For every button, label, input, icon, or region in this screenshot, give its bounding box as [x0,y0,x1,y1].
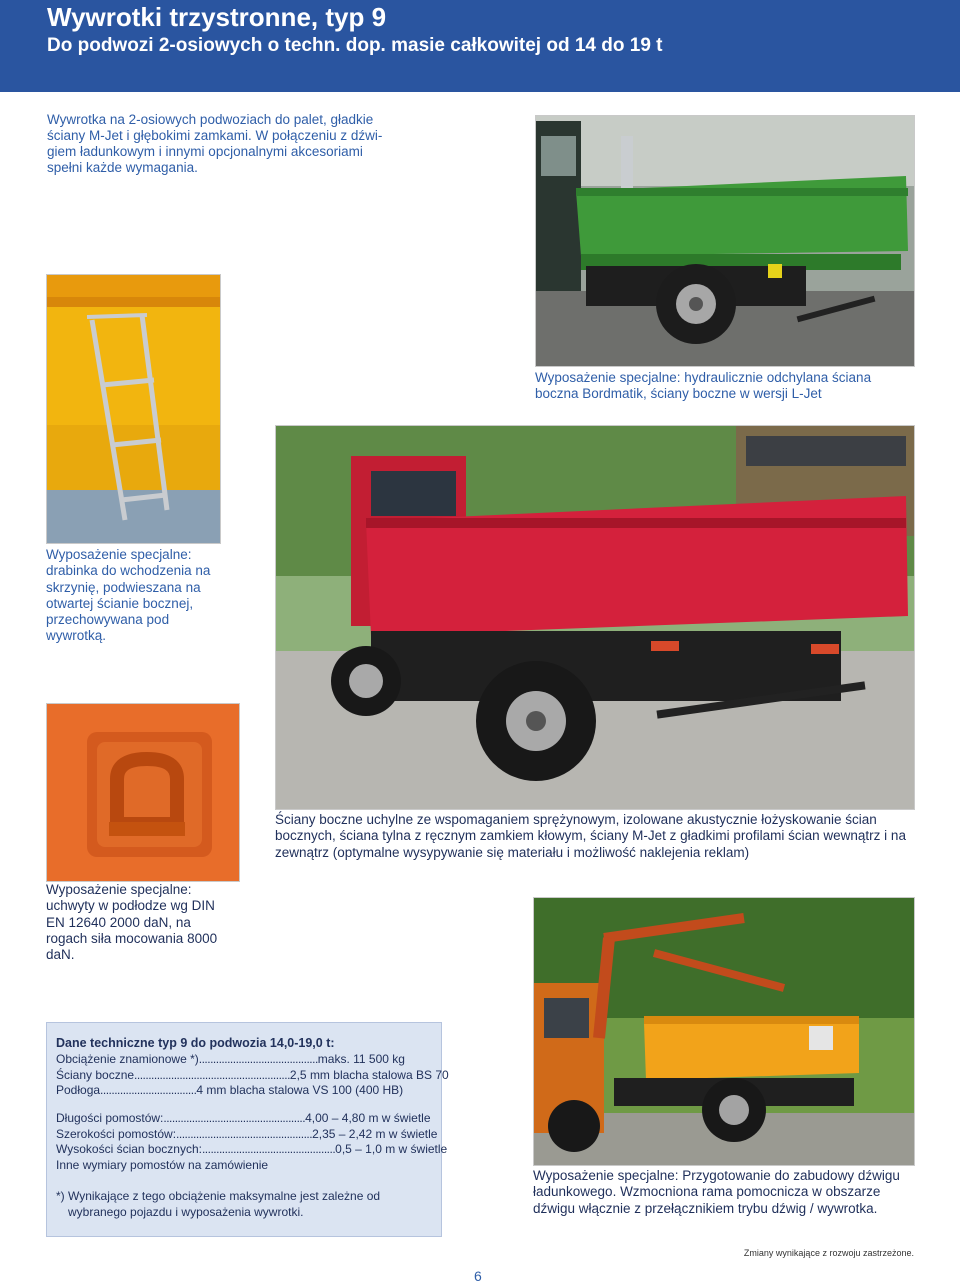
lashing-ring-caption: Wyposażenie specjalne: uchwyty w podłodze wg DIN EN 12640 2000 daN, na rogach siła mocowania 8000 daN. [46,882,218,963]
red-truck-caption: Ściany boczne uchylne ze wspomaganiem sprężynowym, izolowane akustycznie łożyskowanie ścian bocznych, ściana tylna z ręcznym zamkiem kłowym, ściany M-Jet z gładkimi profilami ścian wewnątrz i na zewnątrz (optymalne wysypywanie się materiału i możliwość naklejenia reklam) [275,812,906,860]
green-truck-caption: Wyposażenie specjalne: hydraulicznie odchylana ściana boczna Bordmatik, ściany boczne w wersji L-Jet [535,370,872,402]
ladder-caption: Wyposażenie specjalne: drabinka do wchodzenia na skrzynię, podwieszana na otwartej ścianie bocznej, przechowywana pod wywrotką. [46,547,211,644]
spec-row-load: Obciążenie znamionowe *) .......................................... maks. 11 500 kg [56,1052,405,1066]
spec-row-side-walls: Ściany boczne ....................................................... 2,5 mm blacha stalowa BS 70 [56,1067,449,1082]
crane-truck-photo [533,897,915,1166]
spec-row-widths: Szerokości pomostów: ................................................ 2,35 – 2,42 m w świetle [56,1126,438,1141]
page-subtitle: Do podwozi 2-osiowych o techn. dop. masie całkowitej od 14 do 19 t [47,35,663,56]
technical-data-box [46,1022,449,1237]
page-header [0,0,960,92]
page-number: 6 [474,1268,482,1284]
spec-row-heights: Wysokości ścian bocznych: ............................................... 0,5 – 1,0 m w świetle [56,1142,448,1157]
ladder-photo [46,274,221,544]
crane-truck-caption: Wyposażenie specjalne: Przygotowanie do zabudowy dźwigu ładunkowego. Wzmocniona rama pomocnicza w obszarze dźwigu włącznie z przełącznikiem trybu dźwig / wywrotka. [533,1168,900,1216]
spec-row-floor: Podłoga .................................. 4 mm blacha stalowa VS 100 (400 HB) [56,1083,404,1098]
spec-row-other: Inne wymiary pomostów na zamówienie [56,1158,269,1173]
page-title: Wywrotki trzystronne, typ 9 [47,2,387,32]
spec-title: Dane techniczne typ 9 do podwozia 14,0-19,0 t: [56,1036,335,1050]
footer-disclaimer: Zmiany wynikające z rozwoju zastrzeżone. [743,1248,914,1258]
spec-row-lengths: Długości pomostów: .................................................. 4,00 – 4,80 m w świetle [56,1111,431,1126]
red-tipper-truck-photo [275,425,915,810]
lashing-ring-photo [46,703,240,882]
green-tipper-truck-photo [535,115,915,367]
intro-paragraph: Wywrotka na 2-osiowych podwoziach do palet, gładkie ściany M-Jet i głębokimi zamkami. W połączeniu z dźwi-giem ładunkowym i innymi opcjonalnymi akcesoriami spełni każde wymagania. [47,112,383,175]
spec-footnote: *) Wynikające z tego obciążenie maksymalne jest zależne od wybranego pojazdu i wyposażenia wywrotki. [56,1188,381,1219]
